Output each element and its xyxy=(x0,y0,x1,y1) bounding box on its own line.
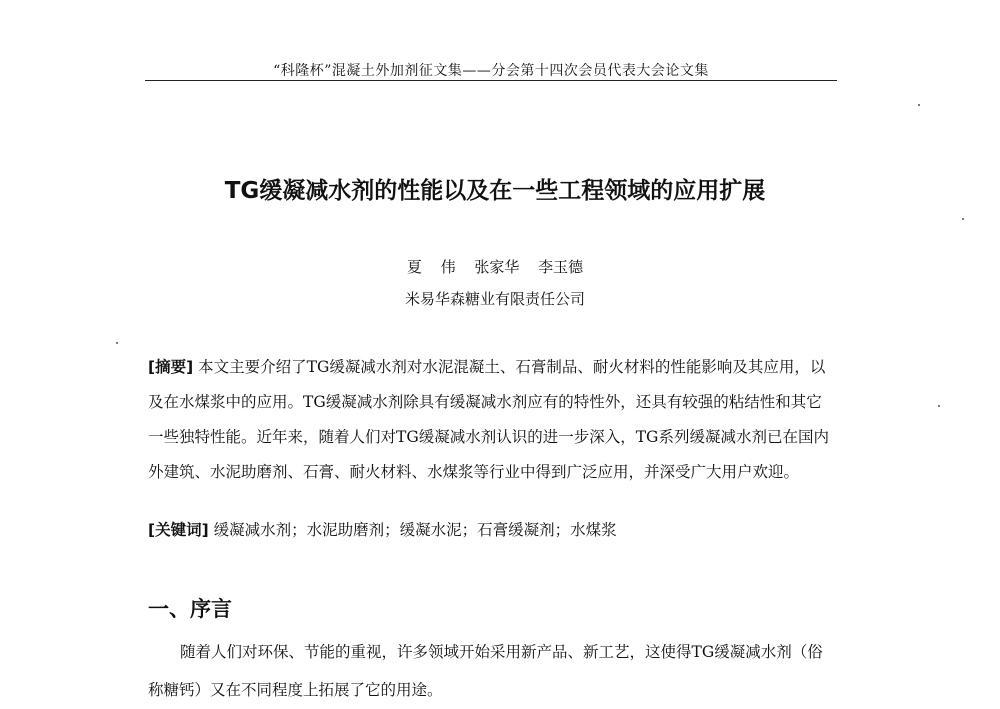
scan-speck xyxy=(116,342,118,344)
affiliation: 米易华森糖业有限责任公司 xyxy=(404,290,585,308)
keywords xyxy=(148,518,836,540)
keywords-label: [关键词] xyxy=(148,521,209,539)
abstract xyxy=(148,350,836,490)
intro-paragraph: 随着人们对环保、节能的重视，许多领域开始采用新产品、新工艺，这使得TG缓凝减水剂（俗称糖钙）又在不同程度上拓展了它的用途。 xyxy=(148,643,823,699)
header-rule xyxy=(145,80,837,81)
abstract-text: 本文主要介绍了TG缓凝减水剂对水泥混凝土、石膏制品、耐火材料的性能影响及其应用，以及在水煤浆中的应用。TG缓凝减水剂除具有缓凝减水剂应有的特性外，还具有较强的粘结性和其它一些独特性能。近年来，随着人们对TG缓凝减水剂认识的进一步深入，TG系列缓凝减水剂已在国内外建筑、水泥助磨剂、石膏、耐火材料、水煤浆等行业中得到广泛应用，并深受广大用户欢迎。 xyxy=(148,358,829,481)
authors: 夏 伟 张家华 李玉德 xyxy=(406,258,584,276)
paper-title: TG缓凝减水剂的性能以及在一些工程领域的应用扩展 xyxy=(224,178,766,204)
keywords-text: 缓凝减水剂；水泥助磨剂；缓凝水泥；石膏缓凝剂；水煤浆 xyxy=(213,521,617,539)
abstract-label: [摘要] xyxy=(148,358,194,376)
section-heading: 一、序言 xyxy=(148,597,232,621)
scan-speck xyxy=(918,104,920,106)
running-header: “科隆杯”混凝土外加剂征文集——分会第十四次会员代表大会论文集 xyxy=(273,63,709,79)
scan-speck xyxy=(938,405,940,407)
scan-speck xyxy=(962,218,964,220)
